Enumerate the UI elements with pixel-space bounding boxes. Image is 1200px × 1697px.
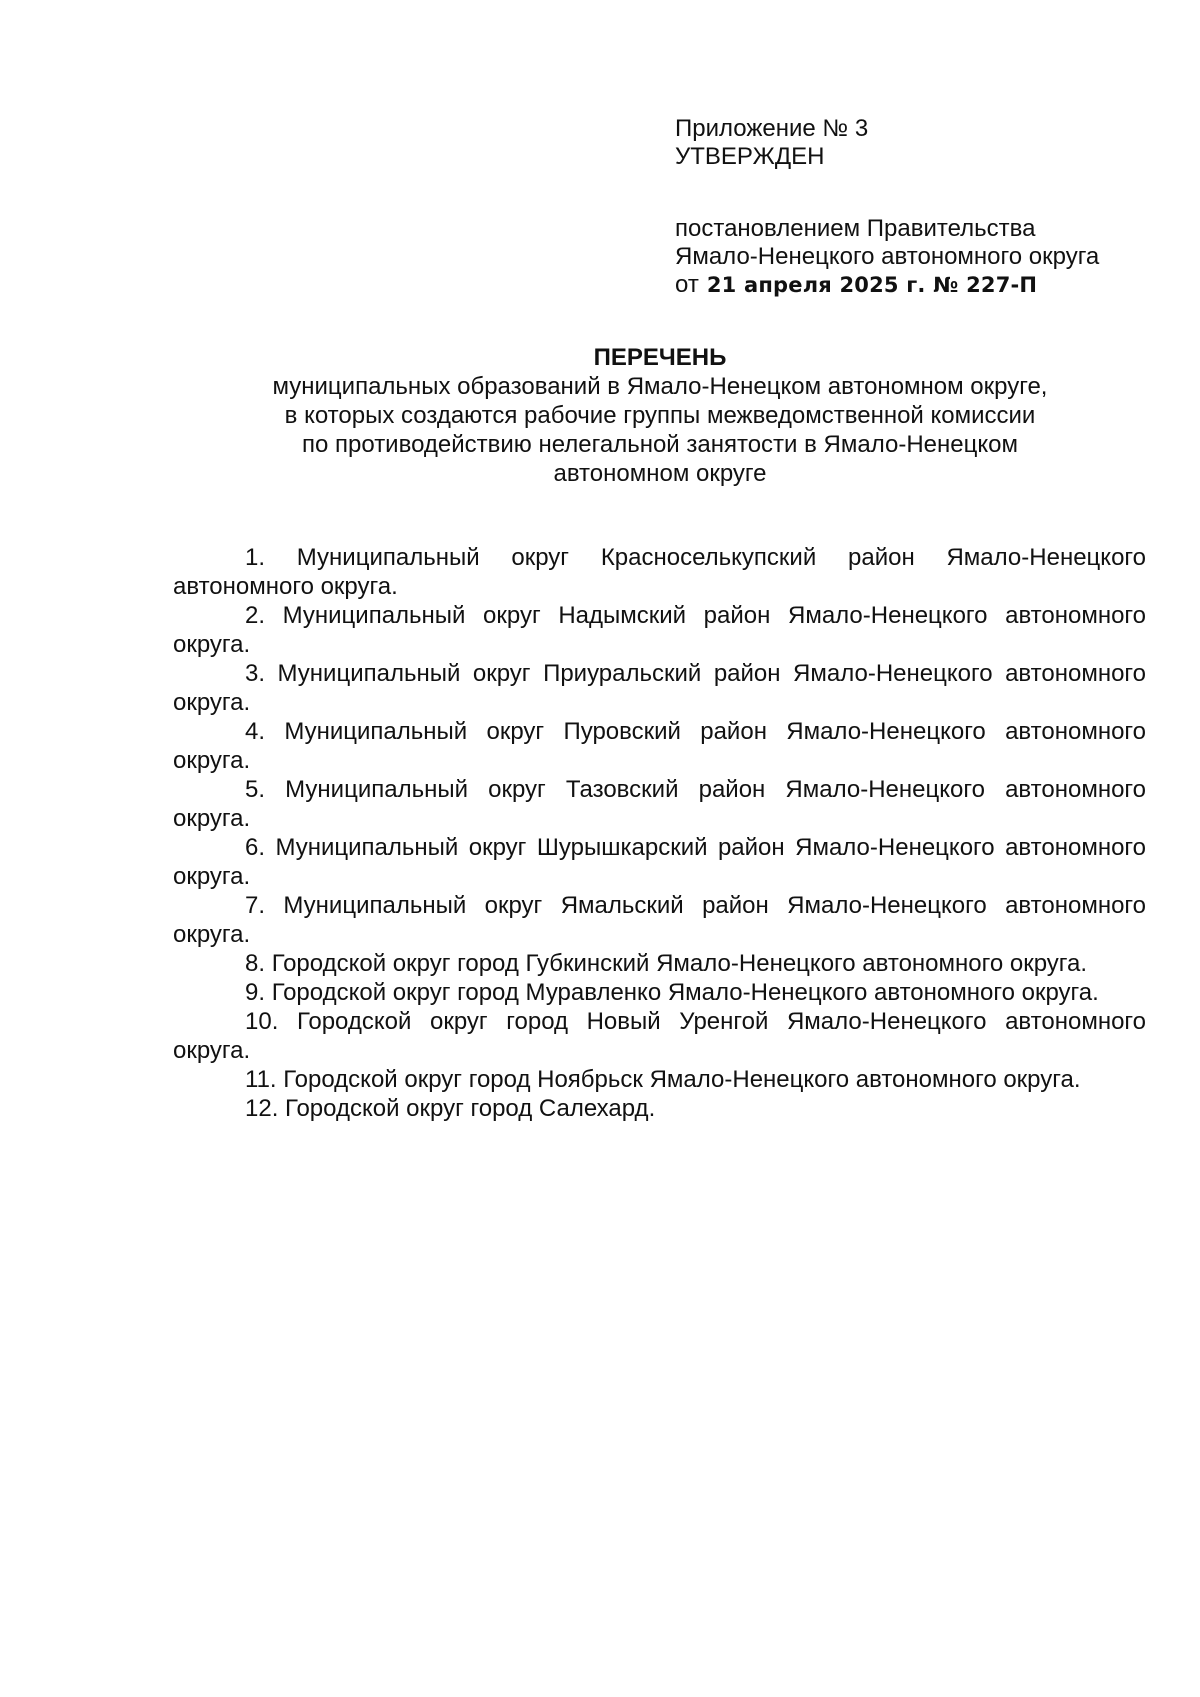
list-item-number: 4. [245,718,266,745]
list-item-text: Муниципальный округ Шурышкарский район Ямало-Ненецкого автономного округа. [173,834,1146,890]
document-subtitle-line-1: муниципальных образований в Ямало-Ненецком автономном округе, [272,373,1048,400]
document-title-block [160,343,1160,488]
list-item [173,949,1146,978]
list-item-number: 11. [245,1066,277,1093]
date-prefix: от [675,271,699,298]
resolution-date-number: 21 апреля 2025 г. № 227-П [706,273,1038,297]
appendix-label: Приложение № 3 [675,115,869,142]
list-item-number: 8. [245,950,266,977]
list-item-text: Городской округ город Новый Уренгой Ямало-Ненецкого автономного округа. [173,1008,1146,1064]
list-item [173,543,1146,601]
list-item [173,978,1146,1007]
list-item [173,775,1146,833]
list-item [173,601,1146,659]
list-item [173,833,1146,891]
list-item-text: Городской округ город Салехард. [285,1095,656,1122]
list-item [173,1094,1146,1123]
document-subtitle-line-2: в которых создаются рабочие группы межведомственной комиссии [284,402,1036,429]
list-item-number: 10. [245,1008,279,1035]
list-item-text: Муниципальный округ Пуровский район Ямало-Ненецкого автономного округа. [173,718,1146,774]
list-item-text: Муниципальный округ Приуральский район Ямало-Ненецкого автономного округа. [173,660,1146,716]
list-item [173,659,1146,717]
document-subtitle-line-3: по противодействию нелегальной занятости в Ямало-Ненецком [302,431,1018,458]
list-item-text: Муниципальный округ Красноселькупский район Ямало-Ненецкого автономного округа. [173,544,1146,600]
list-item [173,717,1146,775]
list-item [173,891,1146,949]
list-item-number: 12. [245,1095,279,1122]
document-subtitle-line-4: автономном округе [553,460,767,487]
municipality-list [173,543,1146,1123]
resolution-line-1: постановлением Правительства [675,215,1036,242]
list-item-number: 6. [245,834,266,861]
list-item-text: Городской округ город Муравленко Ямало-Ненецкого автономного округа. [271,979,1099,1006]
list-item-number: 9. [245,979,266,1006]
approval-block [675,115,1155,299]
document-heading: ПЕРЕЧЕНЬ [593,344,727,371]
resolution-line-2: Ямало-Ненецкого автономного округа [675,243,1100,270]
list-item-number: 5. [245,776,266,803]
resolution-date-line [675,271,1155,299]
list-item [173,1065,1146,1094]
list-item-number: 1. [245,544,266,571]
list-item-number: 3. [245,660,266,687]
list-item-text: Муниципальный округ Ямальский район Ямало-Ненецкого автономного округа. [173,892,1146,948]
list-item-text: Городской округ город Губкинский Ямало-Ненецкого автономного округа. [271,950,1088,977]
list-item-number: 7. [245,892,266,919]
list-item [173,1007,1146,1065]
list-item-number: 2. [245,602,266,629]
list-item-text: Муниципальный округ Тазовский район Ямало-Ненецкого автономного округа. [173,776,1146,832]
list-item-text: Муниципальный округ Надымский район Ямало-Ненецкого автономного округа. [173,602,1147,658]
list-item-text: Городской округ город Ноябрьск Ямало-Ненецкого автономного округа. [283,1066,1081,1093]
approved-label: УТВЕРЖДЕН [675,143,825,170]
